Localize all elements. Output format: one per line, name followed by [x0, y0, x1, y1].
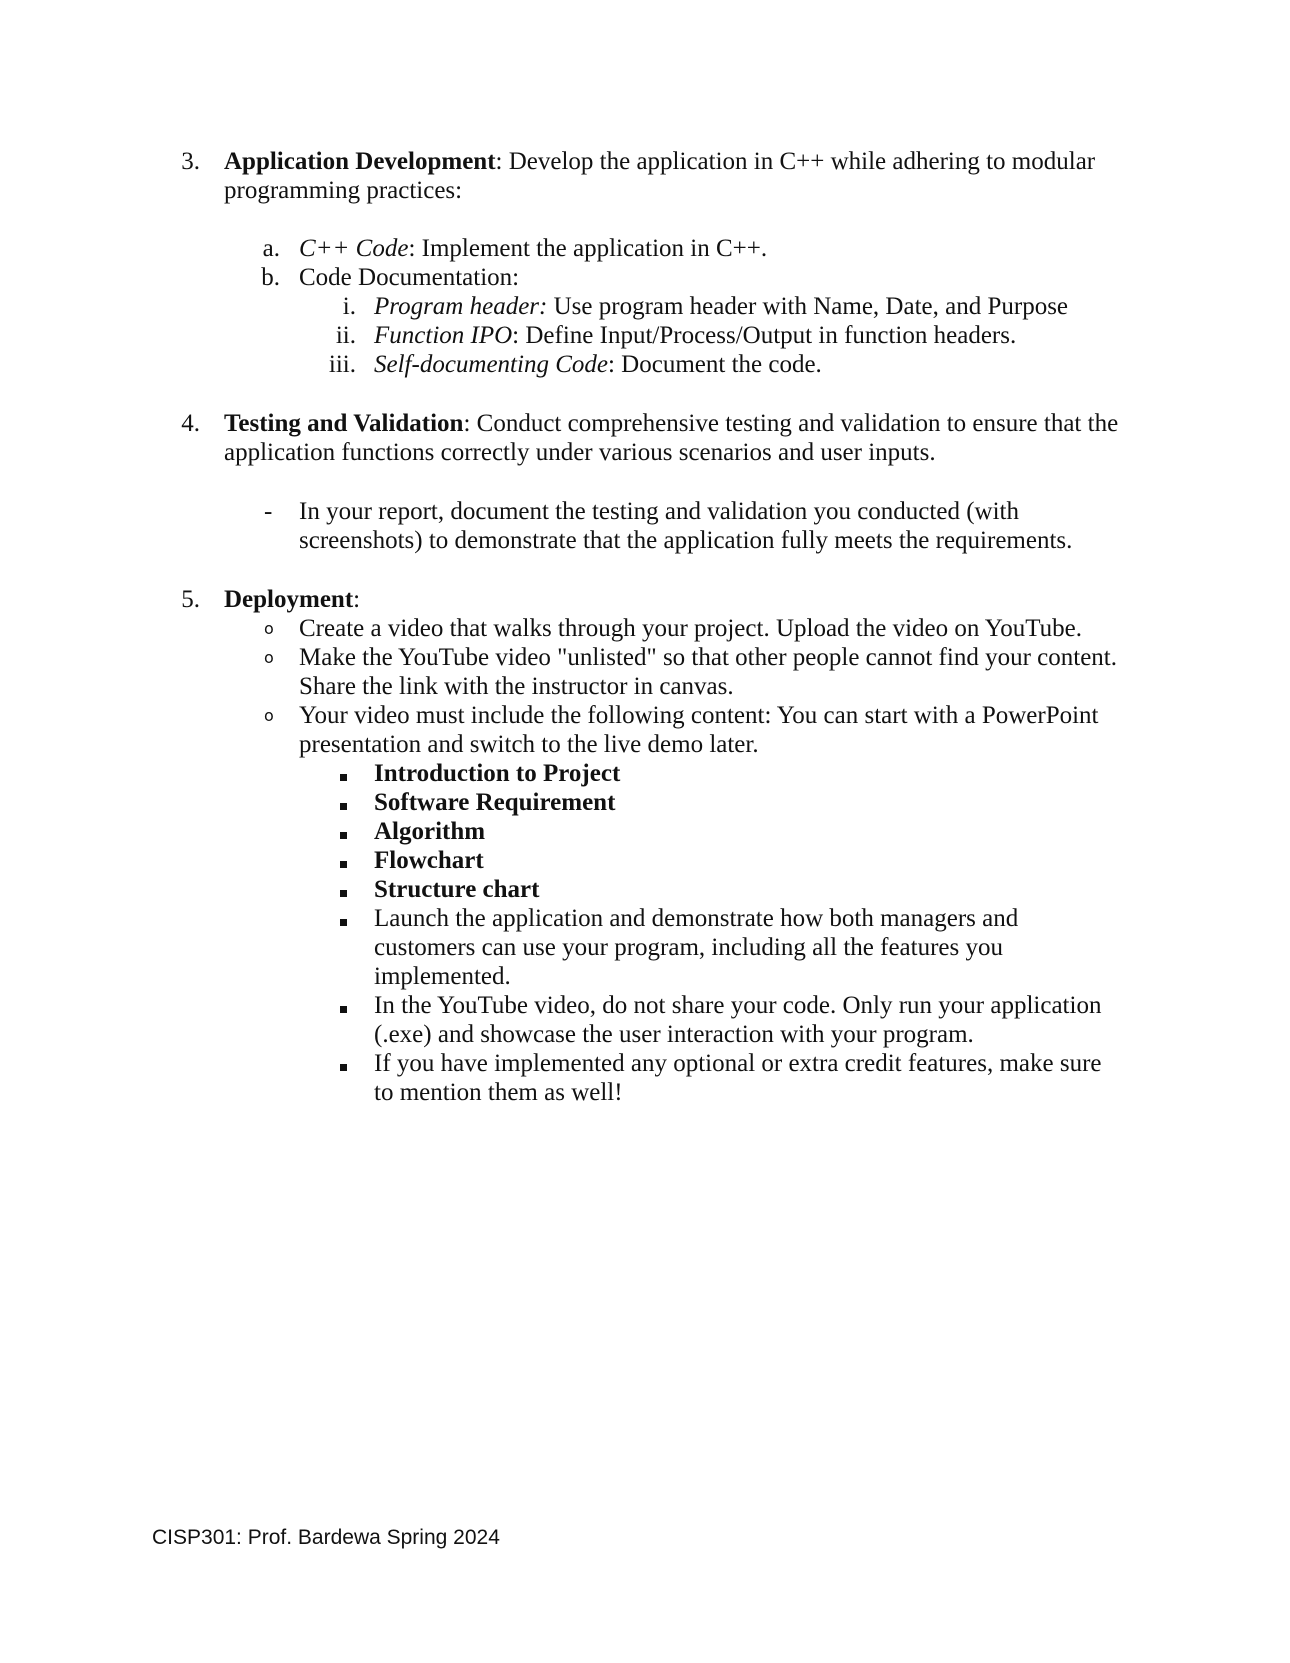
deploy-item-1: Create a video that walks through your project. Upload the video on YouTube.	[299, 615, 1082, 642]
dash-item-line-2: screenshots) to demonstrate that the application fully meets the requirements.	[299, 527, 1073, 554]
item-i	[374, 292, 1068, 321]
item-iii-marker: iii.	[328, 351, 356, 378]
content-item-5	[374, 875, 539, 904]
circle-bullet-icon: o	[264, 648, 274, 667]
item-ii-text: : Define Input/Process/Output in function headers.	[512, 322, 1017, 349]
content-item-1-text: Introduction to Project	[374, 760, 621, 787]
square-bullet-icon	[340, 875, 347, 904]
section-3-line-1	[224, 147, 1095, 176]
dash-item-line-1: In your report, document the testing and validation you conducted (with	[299, 498, 1019, 525]
item-i-label: Program header:	[374, 293, 548, 320]
section-4-text: : Conduct comprehensive testing and validation to ensure that the	[463, 410, 1119, 437]
content-item-3-text: Algorithm	[374, 818, 486, 845]
deploy-item-3-line-1: Your video must include the following content: You can start with a PowerPoint	[299, 702, 1099, 729]
item-iii-text: : Document the code.	[607, 351, 822, 378]
item-ii-label: Function IPO	[374, 322, 513, 349]
item-b-marker: b.	[261, 264, 280, 291]
content-item-4	[374, 846, 484, 875]
square-bullet-icon	[340, 991, 347, 1020]
item-a-marker: a.	[262, 235, 280, 262]
item-iii	[374, 350, 822, 379]
item-ii-marker: ii.	[335, 322, 356, 349]
section-5-title: Deployment	[224, 586, 354, 613]
dash-marker: -	[264, 498, 273, 525]
content-item-8-line-1: If you have implemented any optional or extra credit features, make sure	[374, 1050, 1102, 1077]
section-4-number: 4.	[181, 410, 200, 437]
content-item-7-line-2: (.exe) and showcase the user interaction with your program.	[374, 1021, 974, 1048]
circle-bullet-icon: o	[264, 619, 274, 638]
page-footer: CISP301: Prof. Bardewa Spring 2024	[152, 1526, 500, 1549]
item-a	[299, 234, 767, 263]
item-iii-label: Self-documenting Code	[374, 351, 608, 378]
section-4-line-1	[224, 409, 1118, 438]
deploy-item-2-line-1: Make the YouTube video "unlisted" so that other people cannot find your content.	[299, 644, 1117, 671]
square-bullet-icon	[340, 846, 347, 875]
square-bullet-icon	[340, 1049, 347, 1078]
section-4-title: Testing and Validation	[224, 410, 464, 437]
content-item-6-line-3: implemented.	[374, 963, 511, 990]
square-bullet-icon	[340, 817, 347, 846]
square-bullet-icon	[340, 904, 347, 933]
content-item-5-text: Structure chart	[374, 876, 540, 903]
content-item-6-line-2: customers can use your program, including all the features you	[374, 934, 1003, 961]
item-a-label: C++ Code	[299, 235, 409, 262]
content-item-3	[374, 817, 485, 846]
item-i-text: Use program header with Name, Date, and Purpose	[547, 293, 1069, 320]
content-item-1	[374, 759, 620, 788]
content-item-4-text: Flowchart	[374, 847, 484, 874]
content-item-8-line-2: to mention them as well!	[374, 1079, 623, 1106]
content-item-7-line-1: In the YouTube video, do not share your code. Only run your application	[374, 992, 1102, 1019]
circle-bullet-icon: o	[264, 706, 274, 725]
section-3-title: Application Development	[224, 148, 496, 175]
deploy-item-2-line-2: Share the link with the instructor in canvas.	[299, 673, 734, 700]
content-item-2	[374, 788, 615, 817]
square-bullet-icon	[340, 788, 347, 817]
content-item-6-line-1: Launch the application and demonstrate how both managers and	[374, 905, 1019, 932]
item-i-marker: i.	[342, 293, 356, 320]
deploy-item-3-line-2: presentation and switch to the live demo later.	[299, 731, 759, 758]
item-b: Code Documentation:	[299, 264, 520, 291]
section-5-number: 5.	[181, 586, 200, 613]
section-3-text: : Develop the application in C++ while adhering to modular	[495, 148, 1096, 175]
section-3-number: 3.	[181, 148, 200, 175]
section-3-line-2: programming practices:	[224, 177, 463, 204]
item-a-text: : Implement the application in C++.	[408, 235, 768, 262]
item-ii	[374, 321, 1016, 350]
section-4-line-2: application functions correctly under various scenarios and user inputs.	[224, 439, 936, 466]
content-item-2-text: Software Requirement	[374, 789, 616, 816]
section-5-line-1	[224, 585, 360, 614]
square-bullet-icon	[340, 759, 347, 788]
section-5-colon: :	[353, 586, 361, 613]
